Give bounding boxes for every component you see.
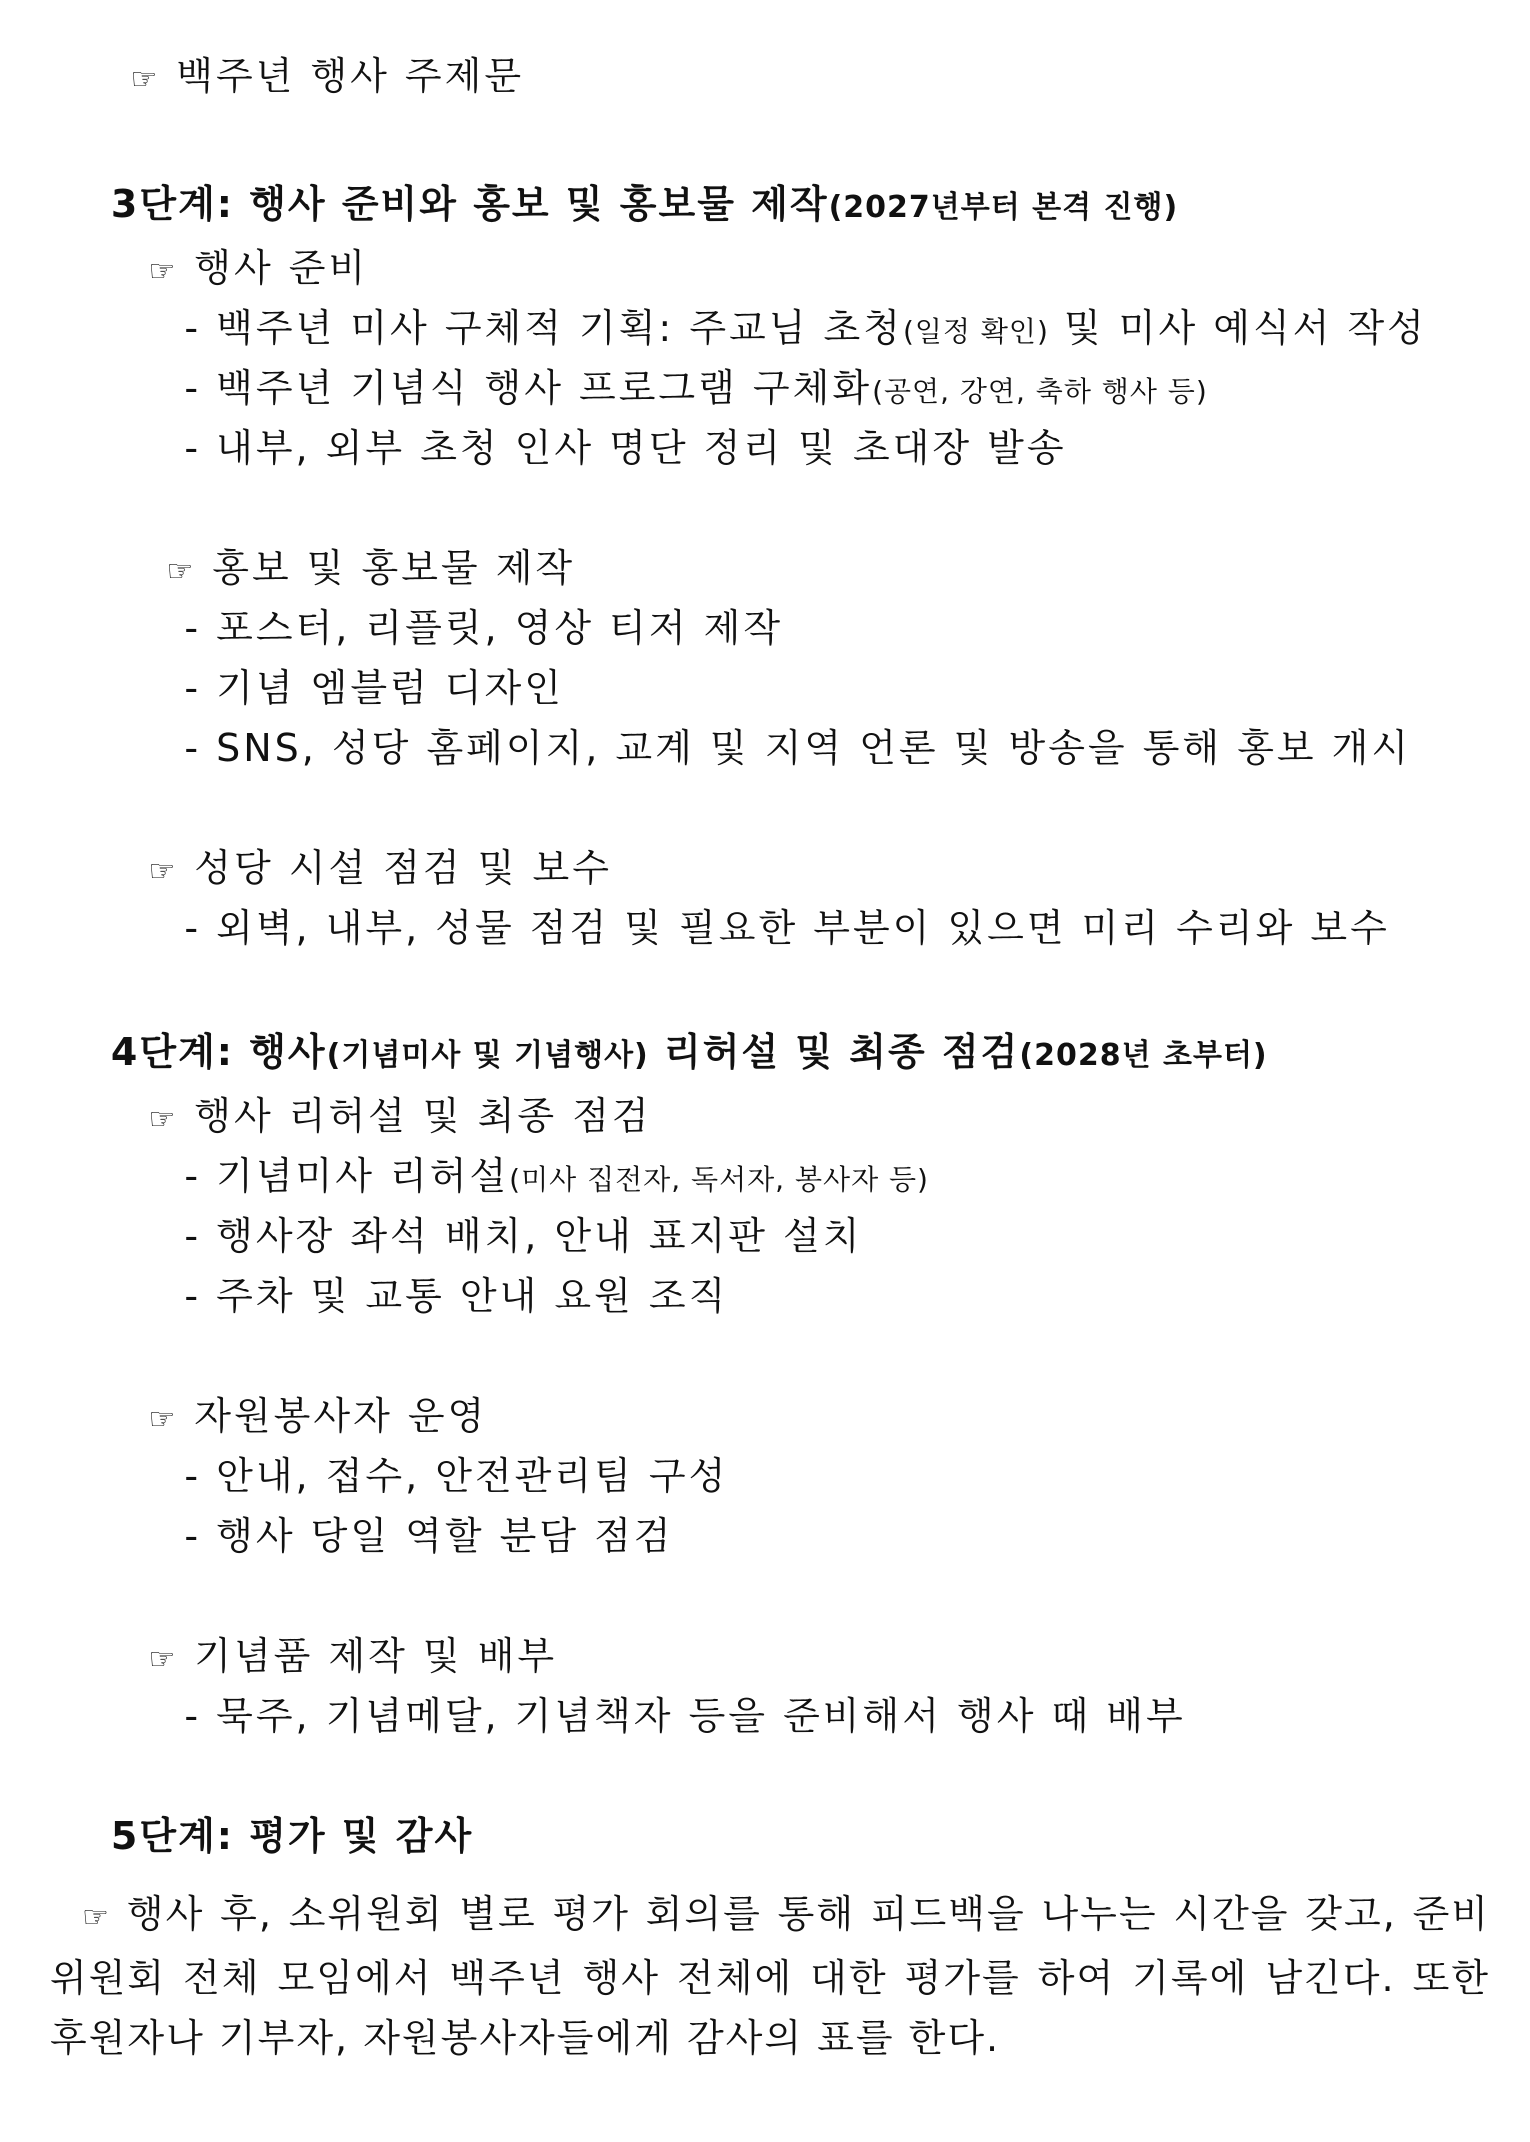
pointing-hand-icon: ☞ [148,1642,179,1677]
stage3-heading-main: 3단계: 행사 준비와 홍보 및 홍보물 제작 [110,182,829,226]
pointing-hand-icon: ☞ [148,1402,179,1437]
stage4-heading-a: 4단계: 행사 [110,1030,327,1074]
stage4-heading-b: 리허설 및 최종 점검 [648,1030,1020,1074]
list-item-text: - 안내, 접수, 안전관리팀 구성 [184,1454,729,1498]
group-title-text: 기념품 제작 및 배부 [194,1634,558,1678]
stage5-heading-text: 5단계: 평가 및 감사 [110,1814,474,1858]
list-item-text: - 주차 및 교통 안내 요원 조직 [184,1274,729,1318]
list-item-text: - 기념미사 리허설 [184,1154,510,1198]
list-item-text: - 내부, 외부 초청 인사 명단 정리 및 초대장 발송 [184,426,1067,470]
list-item-text: - 포스터, 리플릿, 영상 티저 제작 [184,606,784,650]
list-item-text: - 묵주, 기념메달, 기념책자 등을 준비해서 행사 때 배부 [184,1694,1186,1738]
list-item-text: - 행사 당일 역할 분담 점검 [184,1514,674,1558]
pointing-hand-icon: ☞ [148,1102,179,1137]
stage4-heading-note1: (기념미사 및 기념행사) [326,1038,649,1073]
list-item-text: - 백주년 기념식 행사 프로그램 구체화 [184,366,873,410]
list-item-note: (일정 확인) [902,315,1049,348]
group-title-text: 홍보 및 홍보물 제작 [212,546,576,590]
list-item-text: - 행사장 좌석 배치, 안내 표지판 설치 [184,1214,863,1258]
group-title-text: 행사 리허설 및 최종 점검 [194,1094,652,1138]
list-item-text: - 백주년 미사 구체적 기획: 주교님 초청 [184,306,903,350]
list-item-tail: 및 미사 예식서 작성 [1048,306,1427,350]
list-item-text: - 기념 엠블럼 디자인 [184,666,564,710]
stage3-heading-note: (2027년부터 본격 진행) [828,190,1179,225]
intro-bullet-item [70,4,524,152]
list-item-note: (공연, 강연, 축하 행사 등) [872,375,1208,408]
pointing-hand-icon: ☞ [166,554,197,589]
list-item-text: - SNS, 성당 홈페이지, 교계 및 지역 언론 및 방송을 통해 홍보 개시 [184,726,1412,770]
pointing-hand-icon: ☞ [148,254,179,289]
stage4-heading-note2: (2028년 초부터) [1019,1038,1268,1073]
pointing-hand-icon: ☞ [130,62,161,97]
list-item [124,856,1390,1000]
group-title-text: 자원봉사자 운영 [194,1394,488,1438]
stage5-paragraph [50,1884,1490,2068]
intro-item-text: 백주년 행사 주제문 [176,54,525,98]
pointing-hand-icon: ☞ [148,854,179,889]
list-item-text: - 외벽, 내부, 성물 점검 및 필요한 부분이 있으면 미리 수리와 보수 [184,906,1390,950]
stage5-paragraph-text: 행사 후, 소위원회 별로 평가 회의를 통해 피드백을 나누는 시간을 갖고, 준비위원회 전체 모임에서 백주년 행사 전체에 대한 평가를 하여 기록에 남긴다. 또한 후원자나 기부자, 자원봉사자들에게 감사의 표를 한다. [50,1892,1490,2060]
group-title-text: 성당 시설 점검 및 보수 [194,846,612,890]
group-title-text: 행사 준비 [194,246,369,290]
pointing-hand-icon: ☞ [82,1900,111,1935]
list-item-note: (미사 집전자, 독서자, 봉사자 등) [509,1163,929,1196]
